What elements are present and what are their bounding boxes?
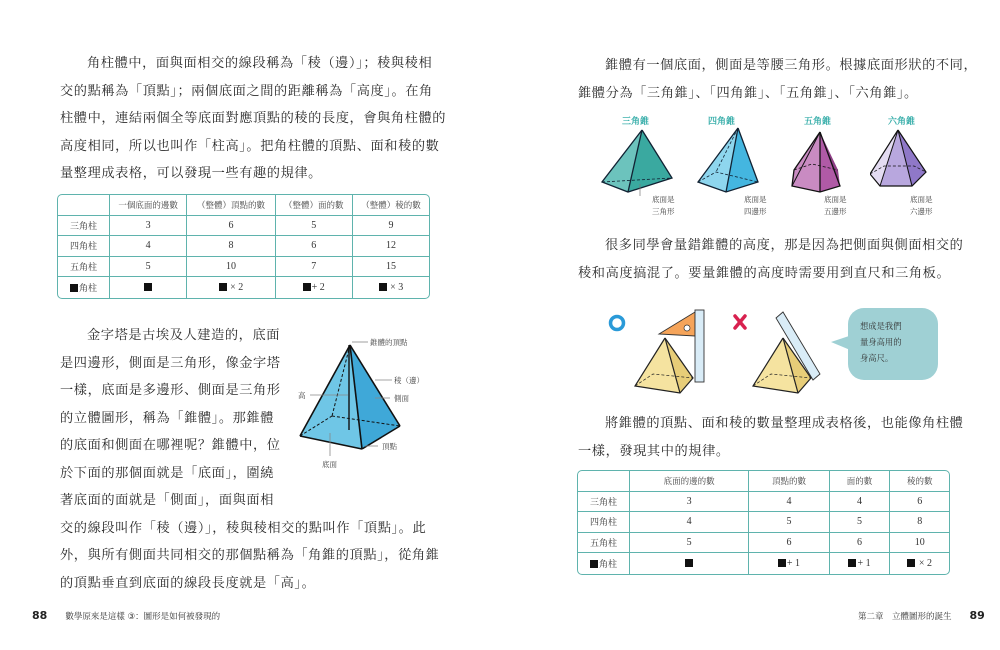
table-row bbox=[578, 553, 949, 574]
text-line: 一樣，發現其中的規律。 bbox=[578, 443, 730, 459]
black-square-icon bbox=[590, 560, 598, 568]
table-cell bbox=[276, 277, 353, 298]
table-row bbox=[58, 216, 429, 237]
speech-bubble bbox=[848, 308, 938, 380]
row-label: 三角柱 bbox=[578, 492, 630, 513]
table-cell bbox=[110, 277, 187, 298]
correct-circle-icon bbox=[611, 317, 624, 330]
caption-line: 五邊形 bbox=[824, 207, 847, 216]
row-label bbox=[58, 277, 110, 298]
table-header: 底面的邊的數 bbox=[630, 471, 749, 492]
table-row bbox=[58, 257, 429, 278]
vertex-label: 頂點 bbox=[382, 442, 397, 451]
text-line: 交的點稱為「頂點」；兩個底面之間的距離稱為「高度」。在角 bbox=[60, 83, 433, 99]
black-square-icon bbox=[219, 283, 227, 291]
pyramid-type-title: 六角錐 bbox=[888, 117, 916, 127]
row-label: 四角柱 bbox=[578, 512, 630, 533]
measuring-illustration bbox=[605, 298, 955, 398]
caption-line: 底面是 bbox=[744, 195, 767, 204]
table-header bbox=[578, 471, 630, 492]
square-pyramid-icon bbox=[690, 126, 780, 196]
text-line: 錐體有一個底面，側面是等腰三角形。根據底面形狀的不同， bbox=[605, 58, 978, 73]
pyramid-type-title: 四角錐 bbox=[708, 117, 736, 127]
table-header-row bbox=[58, 195, 429, 216]
row-label: 三角柱 bbox=[58, 216, 110, 237]
table-row bbox=[578, 492, 949, 513]
table-cell: 4 bbox=[630, 512, 749, 533]
caption-line: 底面是 bbox=[652, 195, 675, 204]
black-square-icon bbox=[848, 559, 856, 567]
text-line: 交的線段叫作「稜（邊）」，稜與稜相交的點叫作「頂點」。此 bbox=[60, 520, 427, 536]
side-face-label: 側面 bbox=[394, 394, 409, 403]
text-line: 柱體中，連結兩個全等底面對應頂點的稜的長度，會與角柱體的 bbox=[60, 111, 447, 126]
table-cell: 6 bbox=[187, 216, 275, 237]
table-cell: 5 bbox=[110, 257, 187, 278]
right-footer bbox=[858, 609, 985, 622]
table-row bbox=[578, 533, 949, 554]
black-square-icon bbox=[907, 559, 915, 567]
row-label-text: 角柱 bbox=[78, 283, 97, 294]
text-line: 的立體圖形，稱為「錐體」。那錐體 bbox=[60, 410, 274, 426]
bubble-line: 想成是我們 bbox=[860, 321, 902, 331]
table-header: 面的數 bbox=[830, 471, 891, 492]
row-label bbox=[578, 553, 630, 574]
black-square-icon bbox=[778, 559, 786, 567]
table-cell: 6 bbox=[749, 533, 829, 554]
black-square-icon bbox=[144, 283, 152, 291]
text-line: 錐體分為「三角錐」、「四角錐」、「五角錐」、「六角錐」。 bbox=[578, 85, 918, 101]
table-header-row bbox=[578, 471, 949, 492]
table-cell: 4 bbox=[830, 492, 891, 513]
book-title: 數學原來是這樣 ③：圖形是如何被發現的 bbox=[65, 611, 221, 622]
height-label: 高 bbox=[298, 391, 306, 400]
left-footer bbox=[32, 609, 220, 622]
table-cell bbox=[630, 553, 749, 574]
table-cell bbox=[890, 553, 949, 574]
text-line: 很多同學會量錯錐體的高度，那是因為把側面與側面相交的 bbox=[605, 238, 964, 253]
table-cell: 5 bbox=[276, 216, 353, 237]
text-line: 外，與所有側面共同相交的那個點稱為「角錐的頂點」，從角錐 bbox=[60, 548, 440, 563]
pentagonal-pyramid-icon bbox=[790, 126, 880, 196]
page-number: 88 bbox=[32, 609, 48, 622]
table-row bbox=[58, 236, 429, 257]
chapter-title: 第二章 立體圖形的誕生 bbox=[858, 611, 952, 622]
text-line: 著底面的面就是「側面」，面與面相 bbox=[60, 493, 274, 508]
bubble-line: 量身高用的 bbox=[860, 337, 902, 347]
pyramid-type-title: 五角錐 bbox=[804, 117, 832, 127]
square-pyramid-icon bbox=[290, 328, 460, 476]
table-row bbox=[58, 277, 429, 298]
pyramid-types-paragraph bbox=[578, 52, 978, 107]
black-square-icon bbox=[685, 559, 693, 567]
formula-text: + 1 bbox=[857, 557, 871, 569]
pyramid-types-illustration bbox=[600, 112, 960, 222]
table-cell: 9 bbox=[353, 216, 429, 237]
table-cell: 8 bbox=[187, 236, 275, 257]
edge-label: 稜（邊） bbox=[394, 376, 424, 385]
table-cell: 10 bbox=[187, 257, 275, 278]
caption-line: 底面是 bbox=[910, 195, 933, 204]
table-cell: 5 bbox=[749, 512, 829, 533]
black-square-icon bbox=[379, 283, 387, 291]
square-pyramid-diagram bbox=[290, 328, 460, 476]
table-cell: 6 bbox=[890, 492, 949, 513]
row-label-text: 角柱 bbox=[598, 559, 617, 570]
table-header: 一個底面的邊數 bbox=[110, 195, 187, 216]
table-cell: 8 bbox=[890, 512, 949, 533]
row-label: 五角柱 bbox=[58, 257, 110, 278]
table-cell bbox=[187, 277, 275, 298]
pyramid-type-title: 三角錐 bbox=[622, 117, 650, 127]
table-cell: 4 bbox=[749, 492, 829, 513]
text-line: 角柱體中，面與面相交的線段稱為「稜（邊）」；稜與稜相 bbox=[87, 56, 433, 71]
table-header: 稜的數 bbox=[890, 471, 949, 492]
table-header: （整體）稜的數 bbox=[353, 195, 429, 216]
table-cell: 4 bbox=[110, 236, 187, 257]
formula-text: + 2 bbox=[311, 281, 325, 293]
text-line: 的底面和側面在哪裡呢？錐體中，位 bbox=[60, 438, 281, 453]
caption-line: 四邊形 bbox=[744, 207, 767, 216]
text-line: 高度相同，所以也叫作「柱高」。把角柱體的頂點、面和稜的數 bbox=[60, 138, 440, 154]
base-label: 底面 bbox=[322, 460, 337, 469]
black-square-icon bbox=[303, 283, 311, 291]
table-cell: 3 bbox=[110, 216, 187, 237]
prism-table bbox=[57, 194, 430, 299]
caption-line: 三角形 bbox=[652, 207, 675, 216]
pyramid-table bbox=[577, 470, 950, 575]
table-cell bbox=[353, 277, 429, 298]
text-line: 於下面的那個面就是「底面」，圍繞 bbox=[60, 465, 274, 481]
bubble-line: 身高尺。 bbox=[860, 353, 894, 363]
caption-line: 底面是 bbox=[824, 195, 847, 204]
row-label: 四角柱 bbox=[58, 236, 110, 257]
table-cell: 10 bbox=[890, 533, 949, 554]
table-cell bbox=[830, 553, 891, 574]
text-line: 是四邊形，側面是三角形，像金字塔 bbox=[60, 355, 281, 371]
table-header: （整體）頂點的數 bbox=[187, 195, 275, 216]
text-line: 量整理成表格，可以發現一些有趣的規律。 bbox=[60, 166, 322, 181]
apex-label: 錐體的頂點 bbox=[370, 338, 408, 347]
table-header: 頂點的數 bbox=[749, 471, 829, 492]
table-cell: 6 bbox=[830, 533, 891, 554]
table-cell: 7 bbox=[276, 257, 353, 278]
table-cell: 12 bbox=[353, 236, 429, 257]
formula-text: + 1 bbox=[786, 557, 801, 569]
text-line: 將錐體的頂點、面和稜的數量整理成表格後，也能像角柱體 bbox=[605, 416, 964, 431]
prism-intro-paragraph bbox=[60, 50, 447, 188]
text-line: 金字塔是古埃及人建造的，底面 bbox=[87, 328, 281, 343]
text-line: 的頂點垂直到底面的線段長度就是「高」。 bbox=[60, 575, 316, 591]
table-header: （整體）面的數 bbox=[276, 195, 353, 216]
row-label: 五角柱 bbox=[578, 533, 630, 554]
table-header bbox=[58, 195, 110, 216]
table-cell: 3 bbox=[630, 492, 749, 513]
formula-text: × 3 bbox=[387, 281, 404, 293]
table-cell: 6 bbox=[276, 236, 353, 257]
formula-text: × 2 bbox=[227, 281, 244, 293]
caption-line: 六邊形 bbox=[910, 207, 933, 216]
text-line: 稜和高度搞混了。要量錐體的高度時需要用到直尺和三角板。 bbox=[578, 265, 951, 281]
formula-text: × 2 bbox=[916, 557, 933, 569]
table-cell bbox=[749, 553, 829, 574]
height-measuring-paragraph bbox=[578, 232, 968, 287]
table-cell: 5 bbox=[830, 512, 891, 533]
hexagonal-pyramid-icon bbox=[870, 126, 960, 196]
table-cell: 5 bbox=[630, 533, 749, 554]
table-cell: 15 bbox=[353, 257, 429, 278]
text-line: 一樣，底面是多邊形、側面是三角形 bbox=[60, 383, 281, 398]
pyramid-table-intro-paragraph bbox=[578, 410, 968, 465]
page-number: 89 bbox=[969, 609, 985, 622]
triangular-pyramid-icon bbox=[600, 126, 690, 196]
table-row bbox=[578, 512, 949, 533]
black-square-icon bbox=[70, 284, 78, 292]
